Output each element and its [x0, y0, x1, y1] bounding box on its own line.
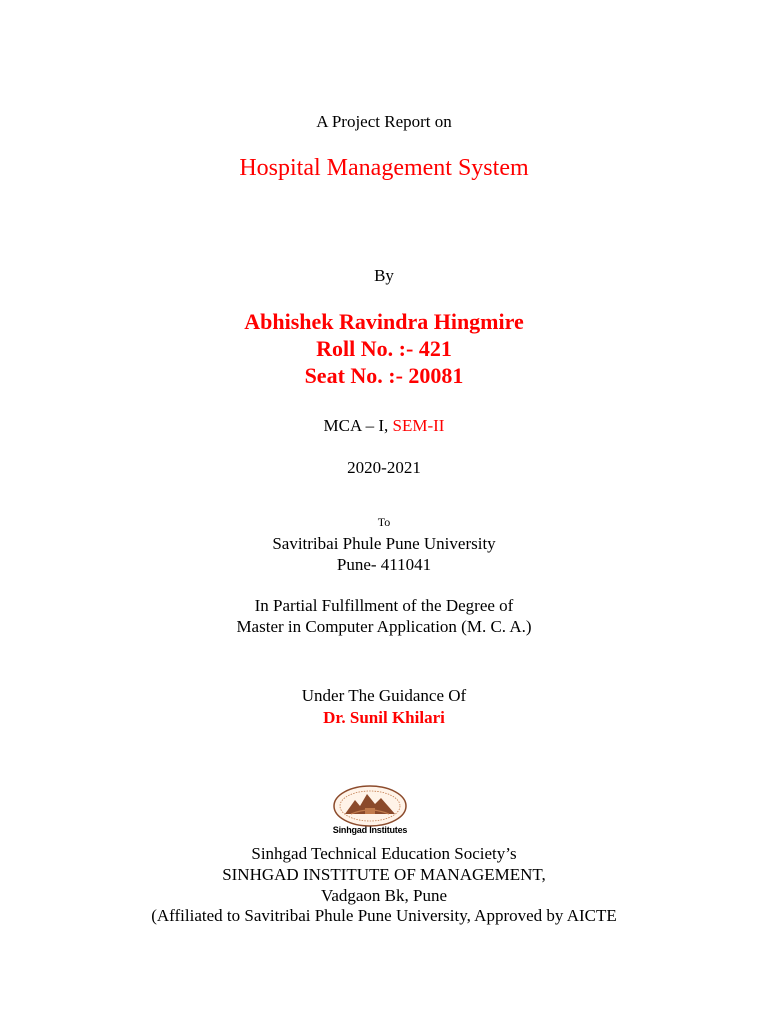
author-name: Abhishek Ravindra Hingmire: [244, 309, 524, 334]
fulfillment-line-2: Master in Computer Application (M. C. A.): [236, 617, 532, 636]
affiliation-line: (Affiliated to Savitribai Phule Pune University, Approved by AICTE: [151, 906, 617, 925]
logo-caption: Sinhgad Institutes: [332, 825, 408, 835]
by-label: By: [374, 266, 394, 285]
guide-name: Dr. Sunil Khilari: [323, 708, 445, 727]
academic-year: 2020-2021: [347, 458, 421, 477]
institute-name: SINHGAD INSTITUTE OF MANAGEMENT,: [222, 865, 546, 884]
fulfillment-line-1: In Partial Fulfillment of the Degree of: [254, 596, 514, 615]
report-intro: A Project Report on: [316, 112, 452, 131]
course-line: [0, 417, 768, 434]
course-semester: SEM-II: [392, 416, 445, 435]
seat-number: Seat No. :- 20081: [304, 363, 464, 388]
university-city: Pune- 411041: [336, 555, 432, 574]
institute-location: Vadgaon Bk, Pune: [320, 886, 448, 905]
course-prefix: MCA – I,: [323, 416, 393, 435]
roll-number: Roll No. :- 421: [316, 336, 452, 361]
university-name: Savitribai Phule Pune University: [272, 534, 496, 553]
guidance-label: Under The Guidance Of: [301, 686, 467, 705]
society-name: Sinhgad Technical Education Society’s: [251, 844, 517, 863]
report-title: Hospital Management System: [239, 155, 529, 181]
to-label: To: [377, 515, 391, 529]
